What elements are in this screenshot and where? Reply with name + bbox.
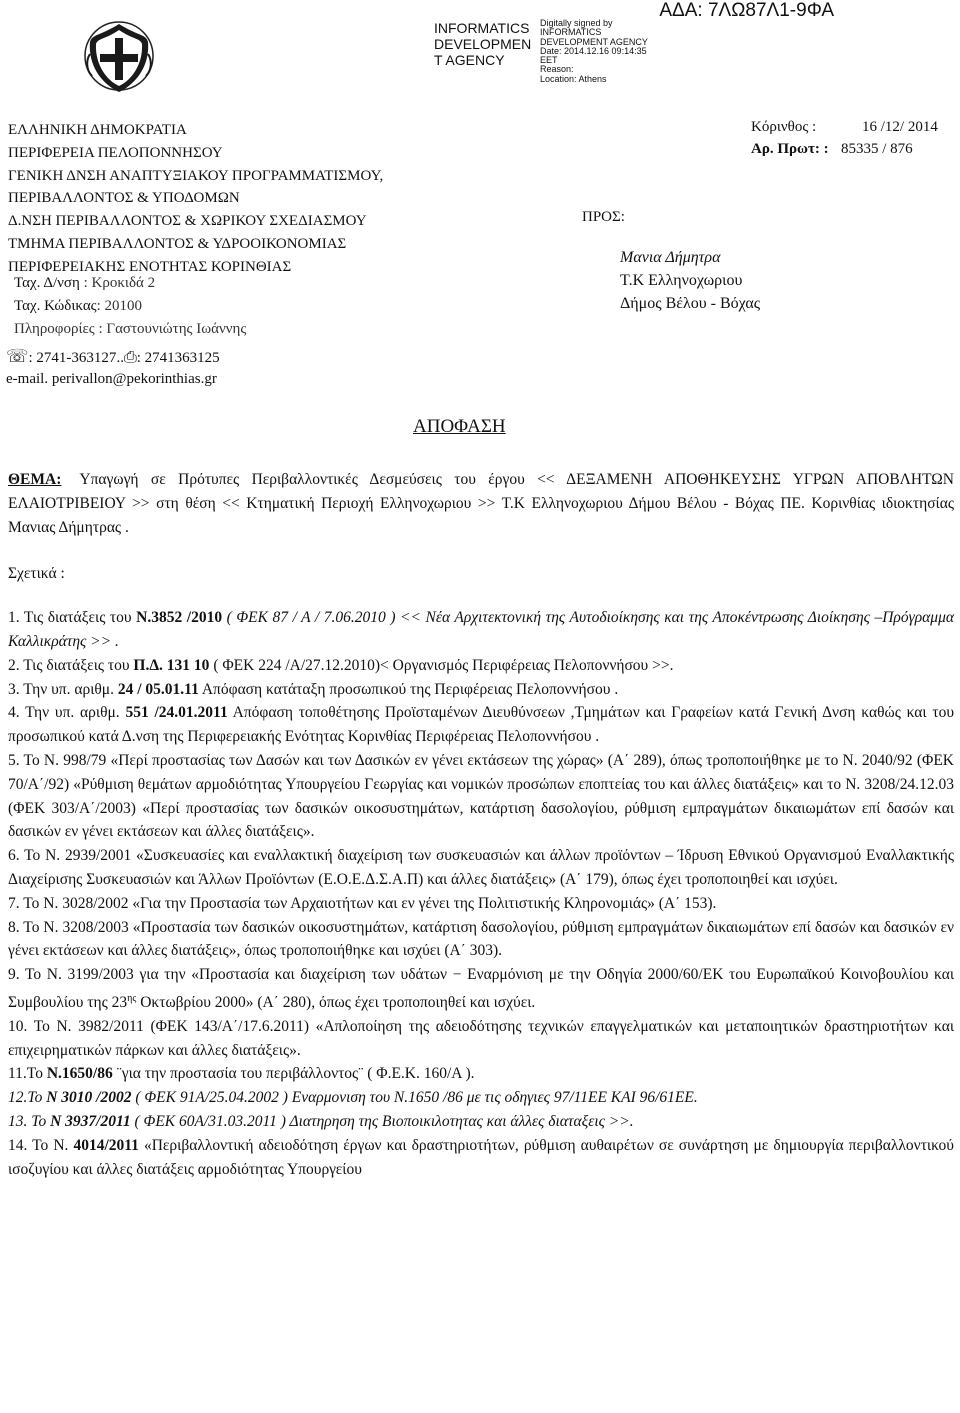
related-heading: Σχετικά : [8, 565, 65, 583]
item-law-ref: 551 /24.01.2011 [125, 704, 228, 722]
subject-paragraph [8, 468, 954, 539]
email-line: e-mail. perivallon@pekorinthias.gr [6, 371, 217, 387]
item-text: 1. Τις διατάξεις του [8, 609, 137, 627]
signature-org-line: T AGENCY [434, 52, 505, 68]
item-text: 9. Το Ν. 3199/2003 για την «Προστασία και διαχείριση των υδάτων − Εναρμόνιση με την Οδηγία 2000/60/ΕΚ του Ευρωπαϊκού Κοινοβουλίου και Συμβουλίου της 23 [8, 966, 954, 1012]
address-value: : Κροκιδά 2 [83, 275, 156, 291]
related-item [8, 963, 954, 1015]
item-text: «Περιβαλλοντική αδειοδότηση έργων και δραστηριοτήτων, ρύθμιση αυθαιρέτων σε συνάρτηση με δημιουργία περιβαλλοντικού ισοζυγίου και άλλες διατάξεις αρμοδιότητας Υπουργείου [8, 1136, 954, 1178]
phone-icon: ☏ [6, 346, 29, 366]
item-law-ref: Ν 3010 /2002 [46, 1089, 132, 1107]
signature-org-line: DEVELOPMEN [434, 36, 532, 52]
fax-number: : 2741363125 [136, 350, 220, 366]
related-item: 6. Το Ν. 2939/2001 «Συσκευασίες και εναλλακτική διαχείριση των συσκευασιών και άλλων προϊόντων – Ίδρυση Εθνικού Οργανισμού Εναλλακτικής Διαχείρισης Συσκευασιών και Άλλων Προϊόντων (Ε.Ο.Ε.Δ.Σ.Α.Π) και άλλες διατάξεις» (Α΄ 179), όπως έχει τροποποιηθεί και ισχύει. [8, 847, 954, 888]
fax-icon: ⎙ [123, 349, 137, 366]
item-text: ( ΦΕΚ 87 / Α / 7.06.2010 ) << Νέα Αρχιτεκτονική της Αυτοδιοίκησης και της Αποκέντρωσης Διοίκησης –Πρόγραμμα Καλλικράτης >> . [8, 609, 955, 650]
subject-text: Υπαγωγή σε Πρότυπες Περιβαλλοντικές Δεσμεύσεις του έργου << ΔΕΞΑΜΕΝΗ ΑΠΟΘΗΚΕΥΣΗΣ ΥΓΡΩΝ ΑΠΟΒΛΗΤΩΝ ΕΛΑΙΟΤΡΙΒΕΙΟΥ >> στη θέση << Κτηματική Περιοχή Ελληνοχωριου >> Τ.Κ Ελληνοχωριου Δήμου Βέλου - Βόχας ΠΕ. Κορινθίας ιδιοκτησίας Μανιας Δήμητρας . [8, 471, 954, 536]
item-text: 13. Το [8, 1113, 51, 1131]
related-item: 7. Το Ν. 3028/2002 «Για την Προστασία των Αρχαιοτήτων και εν γένει της Πολιτιστικής Κληρονομιάς» (Α΄ 153). [8, 894, 717, 912]
related-item: 10. Το Ν. 3982/2011 (ΦΕΚ 143/Α΄/17.6.2011) «Απλοποίηση της αδειοδότησης τεχνικών επαγγελματικών και μεταποιητικών δραστηριοτήτων και επιχειρηματικών πάρκων και άλλες διατάξεις». [8, 1017, 954, 1059]
item-text: 11.Το [8, 1065, 47, 1083]
signature-detail-line: Location: Athens [540, 73, 607, 84]
address-label: Ταχ. Δ/νση [14, 275, 80, 291]
subject-label: ΘΕΜΑ: [8, 471, 62, 488]
item-text: Απόφαση τοποθέτησης Προϊσταμένων Διευθύνσεων ,Τμημάτων και Γραφείων κατά Γενική Δνση καθώς και του προσωπικού κατά Δ.νση της Περιφερειακής Ενότητας Κορινθίας Περιφέρειας Πελοποννήσου . [8, 704, 954, 746]
related-item [8, 606, 954, 654]
signature-org [434, 20, 531, 68]
signature-org-line: INFORMATICS [434, 20, 530, 36]
sender-line: ΕΛΛΗΝΙΚΗ ΔΗΜΟΚΡΑΤΙΑ [8, 122, 187, 138]
signature-detail-line: Date: 2014.12.16 09:14:35 [540, 45, 647, 56]
recipient-name: Μανια Δήμητρα [620, 249, 721, 266]
related-item: 5. Το Ν. 998/79 «Περί προστασίας των Δασών και των Δασικών εν γένει εκτάσεων της χώρας» (Α΄ 289), όπως τροποποιήθηκε με το Ν. 2040/92 (ΦΕΚ 70/Α΄/92) «Ρύθμιση θεμάτων αρμοδιότητας Υπουργείου Γεωργίας και νομικών προσώπων εποπτείας του και άλλες διατάξεις» και το Ν. 3208/24.12.03 (ΦΕΚ 303/Α΄/2003) «Περί προστασίας των δασικών οικοσυστημάτων, κατάρτιση δασολογίου, ρύθμιση εμπραγμάτων δικαιωμάτων επί δασών και δασικών εν γένει εκτάσεων και άλλες διατάξεις». [8, 751, 954, 841]
related-item [8, 1062, 954, 1086]
postcode-label: Ταχ. Κώδικας [14, 298, 97, 314]
postcode-value: : 20100 [96, 298, 143, 314]
item-text: 4. Την υπ. αριθμ. [8, 704, 126, 722]
related-item [8, 654, 954, 678]
separator-text: .. [116, 350, 124, 366]
item-text: 12.Το [8, 1089, 47, 1107]
address-row [14, 275, 155, 292]
superscript: ης [127, 992, 137, 1004]
document-title: ΑΠΟΦΑΣΗ [413, 416, 506, 437]
item-law-ref: 4014/2011 [73, 1136, 139, 1154]
signature-detail-line: Digitally signed by [540, 18, 613, 28]
item-text: Απόφαση κατάταξη προσωπικού της Περιφέρειας Πελοποννήσου . [198, 680, 619, 698]
item-law-ref: Ν.3852 /2010 [136, 609, 223, 627]
item-text: ¨για την προστασία του περιβάλλοντος¨ ( Φ.Ε.Κ. 160/Α ). [112, 1065, 475, 1083]
related-item [8, 1134, 954, 1182]
item-law-ref: 24 / 05.01.11 [117, 680, 199, 698]
related-item [8, 701, 954, 749]
info-label: Πληροφορίες [14, 321, 95, 337]
item-text: ( ΦΕΚ 60Α/31.03.2011 ) Διατηρηση της Βιοποικιλοτητας και άλλες διαταξεις >>. [130, 1113, 634, 1131]
ada-code: ΑΔΑ: 7ΛΩ87Λ1-9ΦΑ [659, 0, 834, 21]
related-item [8, 1110, 954, 1134]
document-body [8, 468, 954, 1181]
related-item [8, 678, 954, 702]
protocol-label: Αρ. Πρωτ: : [751, 141, 829, 157]
recipient-label: ΠΡΟΣ: [582, 209, 625, 225]
sender-line: ΠΕΡΙΦΕΡΕΙΑ ΠΕΛΟΠΟΝΝΗΣΟΥ [8, 144, 223, 161]
postcode-row [14, 298, 142, 315]
item-law-ref: Π.Δ. 131 10 [133, 656, 210, 674]
info-row [14, 321, 246, 338]
info-value: : Γαστουνιώτης Ιωάννης [98, 321, 247, 337]
recipient-line-1: Τ.Κ Ελληνοχωριου [620, 272, 743, 289]
item-law-ref: Ν.1650/86 [46, 1065, 113, 1083]
date-value: 16 /12/ 2014 [862, 119, 938, 135]
phone-number: : 2741-363127 [28, 350, 117, 366]
sender-line: ΤΜΗΜΑ ΠΕΡΙΒΑΛΛΟΝΤΟΣ & ΥΔΡΟΟΙΚΟΝΟΜΙΑΣ [8, 235, 347, 252]
greek-emblem [82, 14, 156, 98]
date-label: Κόρινθος : [751, 119, 817, 135]
item-text: 2. Τις διατάξεις του [8, 656, 134, 674]
signature-detail-line: EET [540, 55, 558, 66]
sender-block [8, 119, 383, 279]
contact-row [6, 346, 220, 367]
sender-line: ΠΕΡΙΦΕΡΕΙΑΚΗΣ ΕΝΟΤΗΤΑΣ ΚΟΡΙΝΘΙΑΣ [8, 258, 292, 275]
sender-line: ΓΕΝΙΚΗ ΔΝΣΗ ΑΝΑΠΤΥΞΙΑΚΟΥ ΠΡΟΓΡΑΜΜΑΤΙΣΜΟΥ, [8, 167, 384, 184]
item-text: 14. Το Ν. [8, 1136, 74, 1154]
item-text: 3. Την υπ. αριθμ. [8, 680, 118, 698]
signature-detail-line: Reason: [540, 64, 574, 75]
signature-detail-line: DEVELOPMENT AGENCY [540, 36, 648, 47]
item-text: ( ΦΕΚ 224 /Α/27.12.2010)< Οργανισμός Περιφέρειας Πελοποννήσου >>. [209, 656, 674, 674]
related-item [8, 1086, 954, 1110]
item-text: Οκτωβρίου 2000» (Α΄ 280), όπως έχει τροποποιηθεί και ισχύει. [136, 994, 536, 1012]
item-text: ( ΦΕΚ 91Α/25.04.2002 ) Εναρμονιση του Ν.1650 /86 με τις οδηγιες 97/11ΕΕ ΚΑΙ 96/61ΕΕ. [131, 1089, 698, 1107]
signature-detail-line: INFORMATICS [540, 27, 602, 38]
sender-line: ΠΕΡΙΒΑΛΛΟΝΤΟΣ & ΥΠΟΔΟΜΩΝ [8, 190, 240, 207]
sender-line: Δ.ΝΣΗ ΠΕΡΙΒΑΛΛΟΝΤΟΣ & ΧΩΡΙΚΟΥ ΣΧΕΔΙΑΣΜΟΥ [8, 213, 367, 230]
recipient-line-2: Δήμος Βέλου - Βόχας [620, 295, 761, 312]
protocol-value: 85335 / 876 [841, 141, 913, 157]
related-item: 8. Το Ν. 3208/2003 «Προστασία των δασικών οικοσυστημάτων, κατάρτιση δασολογίου, ρύθμιση εμπραγμάτων δικαιωμάτων επί δασών και δασικών εν γένει εκτάσεων και άλλες διατάξεις», όπως τροποποιήθηκε και ισχύει (Α΄ 303). [8, 918, 954, 960]
item-law-ref: Ν 3937/2011 [50, 1113, 131, 1131]
signature-details [540, 19, 648, 84]
